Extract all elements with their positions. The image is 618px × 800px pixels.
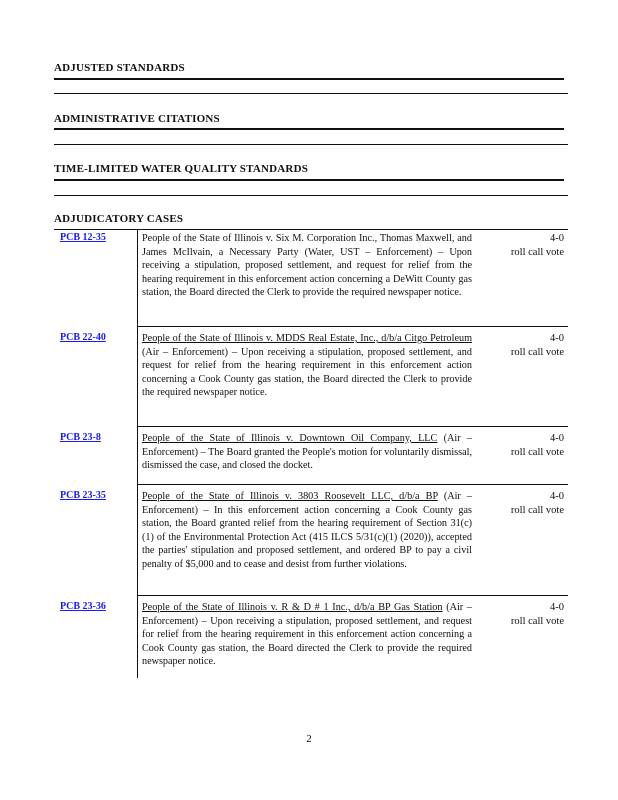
vote-type: roll call vote [510, 347, 564, 358]
vote-type: roll call vote [510, 616, 564, 627]
row-divider [138, 595, 568, 596]
vote-count: 4-0 [550, 333, 564, 344]
section-title: ADMINISTRATIVE CITATIONS [54, 113, 220, 125]
case-body: (Air – Enforcement) – In this enforcement action concerning a Cook County gas station, the Board granted relief from the hearing requirement of Section 31(c)(1) of the Environmental Protection Act (415 ILCS 5/31(c)(1) (2020)), accepted the parties' stipulation and proposed settlement, and ordered BP to pay a civil penalty of $5,000 and to cease and desist from further violations. [142, 491, 472, 570]
vote-cell [484, 432, 564, 460]
docket-link[interactable]: PCB 12-35 [60, 232, 106, 243]
section-adjusted-standards [54, 62, 568, 74]
section-title: ADJUSTED STANDARDS [54, 62, 185, 74]
page-number: 2 [306, 733, 312, 745]
case-description [142, 432, 472, 473]
vote-cell [484, 490, 564, 518]
vote-type: roll call vote [510, 505, 564, 516]
vote-count: 4-0 [550, 491, 564, 502]
docket-link[interactable]: PCB 22-40 [60, 332, 106, 343]
vote-count: 4-0 [550, 602, 564, 613]
section-rule [54, 179, 564, 181]
row-divider [138, 484, 568, 485]
section-rule [54, 78, 564, 80]
section-divider [54, 144, 568, 145]
docket-link[interactable]: PCB 23-8 [60, 432, 101, 443]
row-divider [138, 326, 568, 327]
case-title: People of the State of Illinois v. R & D # 1 Inc., d/b/a BP Gas Station [142, 602, 443, 613]
section-divider [54, 195, 568, 196]
case-body: People of the State of Illinois v. Six M. Corporation Inc., Thomas Maxwell, and James McIlvain, a Necessary Party (Water, UST – Enforcement) – Upon receiving a stipulation, proposed settlement, and request for relief from the hearing requirement in this enforcement action concerning a DeWitt County gas station, the Board directed the Clerk to provide the required newspaper notice. [142, 233, 472, 299]
case-description [142, 232, 472, 300]
section-administrative-citations [54, 113, 568, 125]
case-description [142, 490, 472, 572]
case-title: People of the State of Illinois v. MDDS Real Estate, Inc., d/b/a Citgo Petroleum [142, 333, 472, 344]
vote-cell [484, 332, 564, 360]
case-description [142, 332, 472, 400]
case-description [142, 601, 472, 669]
vote-cell [484, 601, 564, 629]
vote-cell [484, 232, 564, 260]
table-column-divider [137, 229, 138, 678]
vote-type: roll call vote [510, 247, 564, 258]
case-body: (Air – Enforcement) – Upon receiving a stipulation, proposed settlement, and request for relief from the hearing requirement in this enforcement action concerning a Cook County gas station, the Board directed the Clerk to provide the required newspaper notice. [142, 346, 472, 399]
docket-link[interactable]: PCB 23-35 [60, 490, 106, 501]
vote-type: roll call vote [510, 447, 564, 458]
row-divider [138, 426, 568, 427]
section-time-limited-standards [54, 163, 568, 175]
vote-count: 4-0 [550, 433, 564, 444]
docket-link[interactable]: PCB 23-36 [60, 601, 106, 612]
case-title: People of the State of Illinois v. 3803 Roosevelt LLC, d/b/a BP [142, 491, 438, 502]
table-top-rule [54, 229, 568, 230]
section-title: TIME-LIMITED WATER QUALITY STANDARDS [54, 163, 309, 175]
case-body: (Air – Enforcement) – Upon receiving a stipulation, proposed settlement, and request for relief from the hearing requirement in this enforcement action concerning a Cook County gas station, the Board directed the Clerk to provide the required newspaper notice. [142, 602, 472, 668]
case-body: (Air – Enforcement) – The Board granted the People's motion for voluntarily dismissal, dismissed the case, and closed the docket. [142, 433, 472, 472]
section-title: ADJUDICATORY CASES [54, 213, 184, 225]
vote-count: 4-0 [550, 233, 564, 244]
section-rule [54, 128, 564, 130]
section-divider [54, 93, 568, 94]
section-adjudicatory-cases [54, 213, 568, 225]
case-title: People of the State of Illinois v. Downtown Oil Company, LLC [142, 433, 438, 444]
